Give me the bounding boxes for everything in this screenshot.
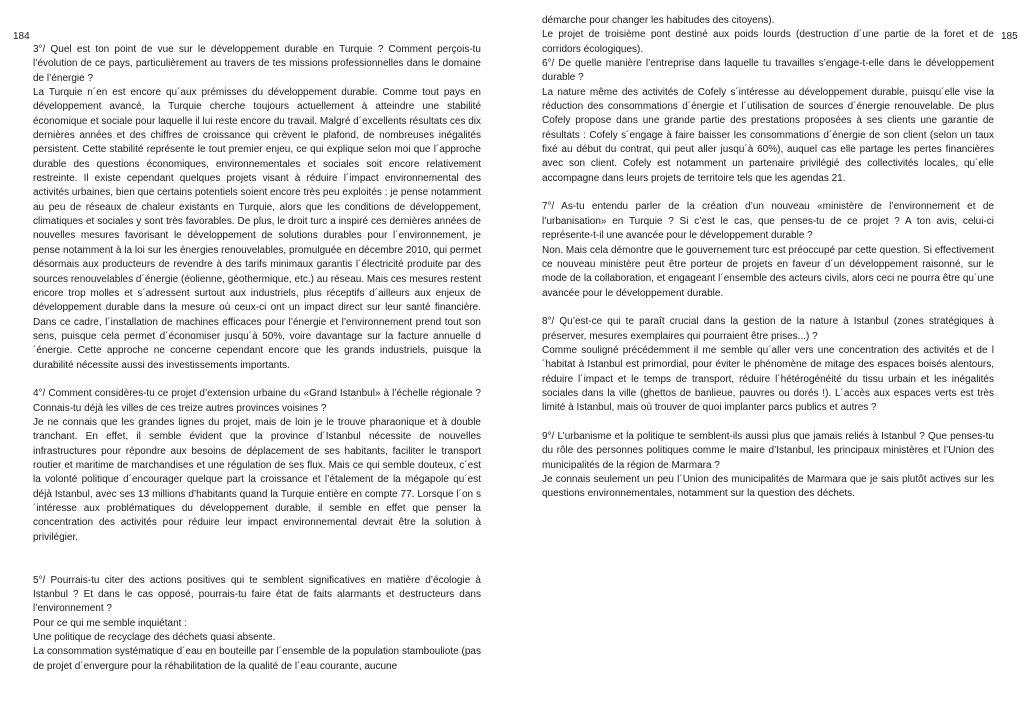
question-8: 8°/ Qu’est-ce qui te paraît crucial dans la gestion de la nature à Istanbul (zones stratégiques à préserver, mesures exemplaires qui pourraient être prises...) ? [542,316,994,342]
question-7: 7°/ As-tu entendu parler de la création d’un nouveau «ministère de l’environnement et de l’urbanisation» en Turquie ? Si c’est le cas, que penses-tu de ce projet ? A ton avis, celui-ci représente-t-il une avancée pour le développement durable ? [542,201,994,242]
answer-8: Comme souligné précédemment il me semble qu´aller vers une concentration des activités et de l´habitat à Istanbul est primordial, pour éviter le phénomène de mitage des espaces boisés alentours, réduire l´impact et le temps de transport, réduire l´hétérogénéité du tissu urbain et les inégalités sociales dans la ville (ghettos de banlieue, pauvres ou dorés !). L´accès aux espaces verts est très limité à Istanbul, mais où trouver de quoi implanter parcs publics et autres ? [542,344,994,414]
question-6: 6°/ De quelle manière l’entreprise dans laquelle tu travailles s’engage-t-elle dans le développement durable ? [542,58,994,84]
answer-7: Non. Mais cela démontre que le gouvernement turc est préoccupé par cette question. Si effectivement ce nouveau ministère peut être porteur de projets en faveur d´un développement raisonné, sur le mode de la collaboration, et engageant l´ensemble des acteurs civils, alors ceci ne pourra être qu´une avancée pour le développement durable. [542,244,994,299]
answer-9: Je connais seulement un peu l´Union des municipalités de Marmara que je sais plutôt actives sur les questions environnementales, notamment sur la question des déchets. [542,474,994,500]
answer-4: Je ne connais que les grandes lignes du projet, mais de loin je le trouve pharaonique et à double tranchant. En effet, il semble évident que la province d´Istanbul nécessite de nouvelles infrastructures pour répondre aux besoins de déplacement de ses habitants, faciliter le transport routier et maritime de marchandises et une régulation de ses flux. Mais ce qui semble douteux, c´est la volonté politique d´encourager quelque part la croissance et l’étalement de la mégapole qu´est déjà Istanbul, avec ses 13 millions d’habitants quand la Turquie entière en compte 77. Lorsque l´on s´intéresse aux problématiques du développement durable, il semble en effet que penser la concentration des activités pour réduire leur impact environnemental devrait être la solution à privilégier. [33,416,481,543]
page-number-left: 184 [13,31,30,42]
answer-5-item-2: La consommation systématique d´eau en bouteille par l´ensemble de la population stambouliote (pas de projet d´envergure pour la réhabilitation de la qualité de l´eau courante, aucune [33,646,481,672]
answer-5-item-3: Le projet de troisième pont destiné aux poids lourds (destruction d´une partie de la foret et de corridors écologiques). [542,29,994,55]
question-3: 3°/ Quel est ton point de vue sur le développement durable en Turquie ? Comment perçois-tu l’évolution de ce pays, particulièrement au travers de tes missions professionnelles dans le domaine de l’énergie ? [33,44,481,84]
answer-5-intro: Pour ce qui me semble inquiétant : [33,617,187,629]
question-4: 4°/ Comment considères-tu ce projet d’extension urbaine du «Grand Istanbul» à l’échelle régionale ? Connais-tu déjà les villes de ces treize autres provinces voisines ? [33,388,481,414]
left-page-column [33,43,481,674]
answer-6: La nature même des activités de Cofely s´intéresse au développement durable, puisqu´elle vise la réduction des consommations d´énergie et l´utilisation de sources d´énergie renouvelable. De plus Cofely propose dans une grande partie des prestations proposées à ses clients une garantie de résultats : Cofely s´engage à faire baisser les consommations d´énergie de son client (selon un taux fixé au début du contrat, qui peut aller jusqu´à 60%), auquel cas elle partage les pertes financières avec son client. Cofely est notamment un partenaire privilégié des collectivités locales, qu´elle accompagne dans leurs projets de territoire tels que les agendas 21. [542,86,994,184]
page-number-right: 185 [1001,31,1018,42]
answer-5-item-1: Une politique de recyclage des déchets quasi absente. [33,632,276,644]
right-page-column [542,14,994,502]
answer-5-continued: démarche pour changer les habitudes des citoyens). [542,15,775,26]
question-9: 9°/ L’urbanisme et la politique te semblent-ils aussi plus que jamais reliés à Istanbul ? Que penses-tu du rôle des personnes politiques comme le maire d’Istanbul, les principaux ministères et l’Union des municipalités de la région de Marmara ? [542,430,994,471]
question-5: 5°/ Pourrais-tu citer des actions positives qui te semblent significatives en matière d’écologie à Istanbul ? Et dans le cas opposé, pourrais-tu faire état de faits alarmants et destructeurs dans l’environnement ? [33,574,481,615]
answer-3: La Turquie n´en est encore qu´aux prémisses du développement durable. Comme tout pays en développement avancé, la Turquie cherche toujours actuellement à atteindre une stabilité économique et sociale pour laquelle il lui reste encore du travail. Malgré d´excellents résultats ces dix dernières années et des chiffres de croissance qui crèvent le plafond, de nombreuses inégalités persistent. Cette stabilité représente le tout premier enjeu, ce qui explique selon moi que l´approche durable des questions économiques, environnementales et sociales soit encore relativement restreinte. Il existe cependant quelques projets visant à réduire l´impact environnemental des activités urbaines, bien que certains potentiels soient encore très peu exploités : je pense notamment au peu de réseaux de chaleur existants en Turquie, alors que les conditions de développement, climatiques et sociales y sont très favorables. De plus, le droit turc a inspiré ces dernières années de nouvelles mesures favorisant le développement de solutions durables pour l´environnement, je pense notamment à la loi sur les énergies renouvelables, promulguée en décembre 2010, qui permet désormais aux producteurs de revendre à des tarifs minimaux garantis l´électricité produite par des sources renouvelables d´énergie (éolienne, géothermique, etc.) au réseau. Mais ces mesures restent encore trop molles et s´adressent surtout aux industriels, plus réceptifs d´ailleurs aux enjeux de développement durable dans la mesure où ceux-ci ont un impact direct sur leur santé financière. Dans ce cadre, l´installation de machines efficaces pour l’énergie et l’environnement prend tout son sens, puisque cela permet d´économiser jusqu´à 50%, voire davantage sur la facture annuelle d´énergie. Cette approche ne concerne cependant encore que les grands industriels, puisque la durabilité nécessite aussi des investissements importants. [33,87,482,371]
